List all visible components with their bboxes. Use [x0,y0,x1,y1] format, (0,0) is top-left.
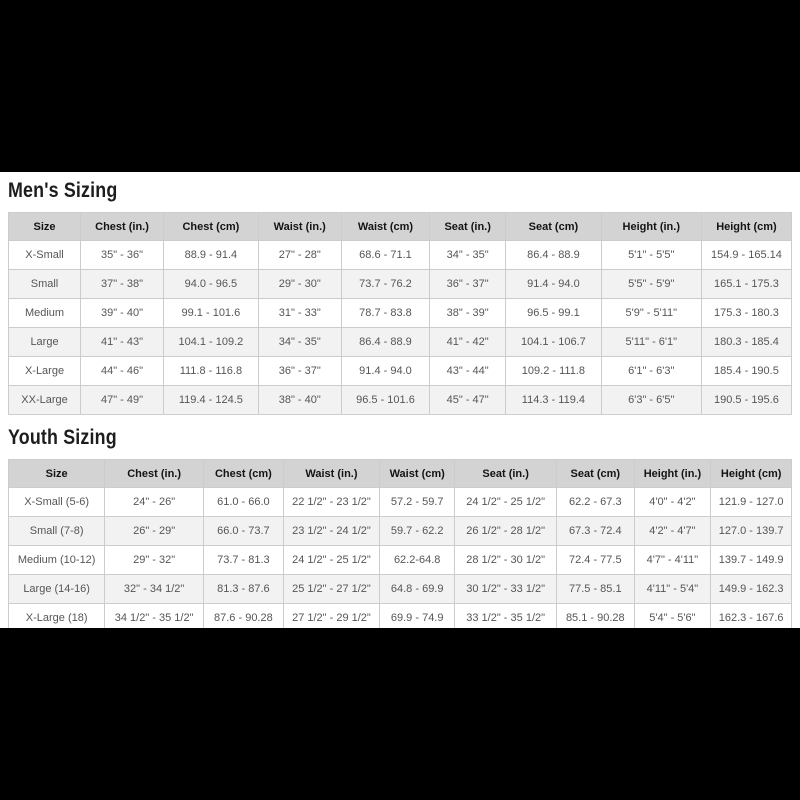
measurement-cell: 111.8 - 116.8 [164,357,259,386]
sizing-chart-content [0,172,800,628]
measurement-cell: 5'1" - 5'5" [601,241,701,270]
column-header: Chest (cm) [203,460,283,488]
measurement-cell: 39" - 40" [81,299,164,328]
size-cell: XX-Large [9,386,81,415]
table-row [9,299,792,328]
measurement-cell: 26" - 29" [105,517,204,546]
measurement-cell: 154.9 - 165.14 [701,241,791,270]
measurement-cell: 36" - 37" [430,270,506,299]
column-header: Seat (cm) [506,213,602,241]
measurement-cell: 41" - 42" [430,328,506,357]
measurement-cell: 64.8 - 69.9 [380,575,455,604]
measurement-cell: 41" - 43" [81,328,164,357]
measurement-cell: 37" - 38" [81,270,164,299]
measurement-cell: 28 1/2" - 30 1/2" [455,546,557,575]
measurement-cell: 86.4 - 88.9 [506,241,602,270]
table-row [9,546,792,575]
measurement-cell: 86.4 - 88.9 [341,328,429,357]
measurement-cell: 165.1 - 175.3 [701,270,791,299]
column-header: Chest (in.) [105,460,204,488]
measurement-cell: 34 1/2" - 35 1/2" [105,604,204,629]
measurement-cell: 139.7 - 149.9 [711,546,792,575]
measurement-cell: 44" - 46" [81,357,164,386]
measurement-cell: 104.1 - 106.7 [506,328,602,357]
measurement-cell: 162.3 - 167.6 [711,604,792,629]
measurement-cell: 127.0 - 139.7 [711,517,792,546]
measurement-cell: 72.4 - 77.5 [557,546,635,575]
measurement-cell: 78.7 - 83.8 [341,299,429,328]
bottom-letterbox [0,628,800,800]
measurement-cell: 185.4 - 190.5 [701,357,791,386]
measurement-cell: 43" - 44" [430,357,506,386]
measurement-cell: 77.5 - 85.1 [557,575,635,604]
measurement-cell: 66.0 - 73.7 [203,517,283,546]
size-cell: X-Small (5-6) [9,488,105,517]
measurement-cell: 61.0 - 66.0 [203,488,283,517]
measurement-cell: 4'2" - 4'7" [634,517,711,546]
table-row [9,270,792,299]
column-header: Height (in.) [634,460,711,488]
measurement-cell: 32" - 34 1/2" [105,575,204,604]
size-cell: X-Large (18) [9,604,105,629]
header-row [9,213,792,241]
measurement-cell: 104.1 - 109.2 [164,328,259,357]
column-header: Waist (cm) [341,213,429,241]
measurement-cell: 114.3 - 119.4 [506,386,602,415]
column-header: Size [9,460,105,488]
measurement-cell: 35" - 36" [81,241,164,270]
column-header: Seat (in.) [455,460,557,488]
size-cell: Large [9,328,81,357]
measurement-cell: 96.5 - 101.6 [341,386,429,415]
column-header: Height (cm) [711,460,792,488]
measurement-cell: 85.1 - 90.28 [557,604,635,629]
measurement-cell: 62.2-64.8 [380,546,455,575]
measurement-cell: 30 1/2" - 33 1/2" [455,575,557,604]
column-header: Chest (in.) [81,213,164,241]
measurement-cell: 91.4 - 94.0 [341,357,429,386]
measurement-cell: 73.7 - 81.3 [203,546,283,575]
measurement-cell: 5'11" - 6'1" [601,328,701,357]
size-cell: X-Small [9,241,81,270]
mens-sizing-title: Men's Sizing [8,179,118,202]
measurement-cell: 29" - 30" [258,270,341,299]
measurement-cell: 109.2 - 111.8 [506,357,602,386]
table-row [9,488,792,517]
header-row [9,460,792,488]
measurement-cell: 69.9 - 74.9 [380,604,455,629]
measurement-cell: 149.9 - 162.3 [711,575,792,604]
measurement-cell: 68.6 - 71.1 [341,241,429,270]
measurement-cell: 94.0 - 96.5 [164,270,259,299]
measurement-cell: 180.3 - 185.4 [701,328,791,357]
column-header: Waist (cm) [380,460,455,488]
measurement-cell: 4'0" - 4'2" [634,488,711,517]
measurement-cell: 81.3 - 87.6 [203,575,283,604]
measurement-cell: 190.5 - 195.6 [701,386,791,415]
measurement-cell: 24 1/2" - 25 1/2" [455,488,557,517]
size-cell: Medium [9,299,81,328]
measurement-cell: 175.3 - 180.3 [701,299,791,328]
measurement-cell: 6'1" - 6'3" [601,357,701,386]
measurement-cell: 73.7 - 76.2 [341,270,429,299]
measurement-cell: 34" - 35" [258,328,341,357]
measurement-cell: 38" - 40" [258,386,341,415]
measurement-cell: 87.6 - 90.28 [203,604,283,629]
column-header: Height (cm) [701,213,791,241]
measurement-cell: 67.3 - 72.4 [557,517,635,546]
measurement-cell: 29" - 32" [105,546,204,575]
measurement-cell: 5'4" - 5'6" [634,604,711,629]
measurement-cell: 4'7" - 4'11" [634,546,711,575]
size-cell: X-Large [9,357,81,386]
table-row [9,575,792,604]
measurement-cell: 62.2 - 67.3 [557,488,635,517]
size-cell: Large (14-16) [9,575,105,604]
measurement-cell: 4'11" - 5'4" [634,575,711,604]
measurement-cell: 27 1/2" - 29 1/2" [283,604,379,629]
measurement-cell: 91.4 - 94.0 [506,270,602,299]
measurement-cell: 88.9 - 91.4 [164,241,259,270]
column-header: Height (in.) [601,213,701,241]
measurement-cell: 6'3" - 6'5" [601,386,701,415]
measurement-cell: 24" - 26" [105,488,204,517]
column-header: Chest (cm) [164,213,259,241]
measurement-cell: 47" - 49" [81,386,164,415]
measurement-cell: 23 1/2" - 24 1/2" [283,517,379,546]
measurement-cell: 57.2 - 59.7 [380,488,455,517]
measurement-cell: 24 1/2" - 25 1/2" [283,546,379,575]
measurement-cell: 31" - 33" [258,299,341,328]
measurement-cell: 5'5" - 5'9" [601,270,701,299]
measurement-cell: 36" - 37" [258,357,341,386]
table-row [9,357,792,386]
measurement-cell: 121.9 - 127.0 [711,488,792,517]
column-header: Size [9,213,81,241]
measurement-cell: 25 1/2" - 27 1/2" [283,575,379,604]
column-header: Seat (cm) [557,460,635,488]
measurement-cell: 119.4 - 124.5 [164,386,259,415]
column-header: Waist (in.) [283,460,379,488]
measurement-cell: 96.5 - 99.1 [506,299,602,328]
table-row [9,604,792,629]
size-cell: Small (7-8) [9,517,105,546]
youth-sizing-title: Youth Sizing [8,426,117,449]
measurement-cell: 38" - 39" [430,299,506,328]
table-row [9,241,792,270]
measurement-cell: 26 1/2" - 28 1/2" [455,517,557,546]
table-row [9,328,792,357]
mens-sizing-table [8,212,792,415]
column-header: Waist (in.) [258,213,341,241]
table-row [9,517,792,546]
size-cell: Medium (10-12) [9,546,105,575]
measurement-cell: 27" - 28" [258,241,341,270]
measurement-cell: 45" - 47" [430,386,506,415]
size-cell: Small [9,270,81,299]
measurement-cell: 59.7 - 62.2 [380,517,455,546]
measurement-cell: 5'9" - 5'11" [601,299,701,328]
youth-sizing-table [8,459,792,628]
measurement-cell: 99.1 - 101.6 [164,299,259,328]
table-row [9,386,792,415]
column-header: Seat (in.) [430,213,506,241]
measurement-cell: 34" - 35" [430,241,506,270]
top-letterbox [0,0,800,172]
measurement-cell: 22 1/2" - 23 1/2" [283,488,379,517]
measurement-cell: 33 1/2" - 35 1/2" [455,604,557,629]
